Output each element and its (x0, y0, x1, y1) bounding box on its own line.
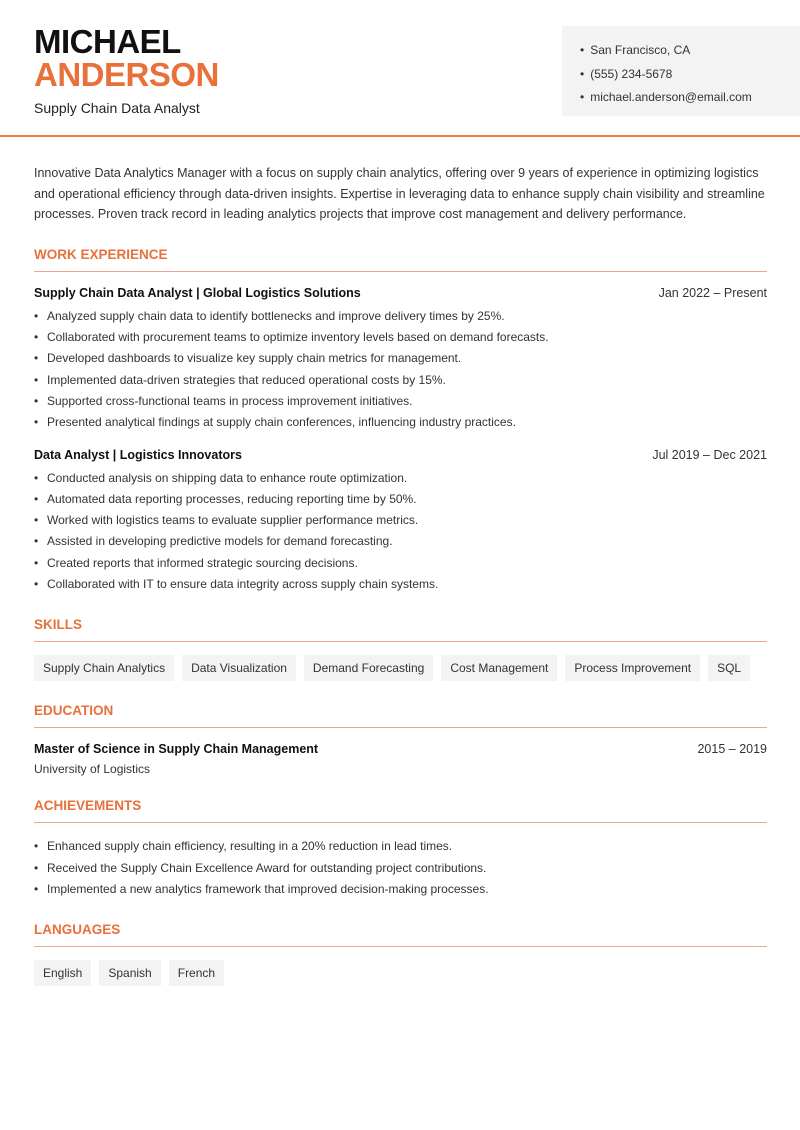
achievements-heading: ACHIEVEMENTS (34, 798, 767, 823)
degree: Master of Science in Supply Chain Management (34, 742, 319, 757)
achievement-item: • Implemented a new analytics framework that improved decision-making processes. (34, 879, 767, 900)
education-row (34, 742, 767, 756)
bullet-item: • Created reports that informed strategic sourcing decisions. (34, 553, 767, 574)
achievements-list (34, 836, 767, 900)
job-title: Supply Chain Data Analyst | Global Logistics Solutions (34, 285, 361, 300)
job-header (34, 448, 767, 462)
first-name: MICHAEL (34, 23, 181, 60)
bullet-item: • Developed dashboards to visualize key supply chain metrics for management. (34, 348, 767, 369)
last-name: ANDERSON (34, 56, 219, 93)
achievement-item: • Received the Supply Chain Excellence Award for outstanding project contributions. (34, 858, 767, 879)
work-list (34, 286, 767, 596)
job-bullets (34, 306, 767, 434)
job-bullets (34, 468, 767, 596)
work-heading: WORK EXPERIENCE (34, 247, 767, 272)
languages-list (34, 960, 767, 986)
contact-email: • michael.anderson@email.com (580, 86, 800, 110)
summary: Innovative Data Analytics Manager with a focus on supply chain analytics, offering over 9 years of experience in optimizing logistics and operational efficiency through data-driven insights. Expertise in leveraging data to enhance supply chain visibility and streamline processes. Proven track record in leading analytics projects that improve cost management and delivery performance. (34, 166, 765, 222)
language-tag: English (34, 960, 91, 986)
language-tag: French (169, 960, 224, 986)
resume-body (34, 163, 767, 986)
skills-heading: SKILLS (34, 617, 767, 642)
skill-tag: Demand Forecasting (304, 655, 433, 681)
skill-tag: Data Visualization (182, 655, 296, 681)
bullet-item: • Presented analytical findings at supply chain conferences, influencing industry practices. (34, 412, 767, 433)
bullet-item: • Implemented data-driven strategies that reduced operational costs by 15%. (34, 370, 767, 391)
skill-tag: Cost Management (441, 655, 557, 681)
job-dates: Jan 2022 – Present (658, 285, 767, 300)
bullet-item: • Analyzed supply chain data to identify bottlenecks and improve delivery times by 25%. (34, 306, 767, 327)
bullet-item: • Collaborated with procurement teams to optimize inventory levels based on demand forecasts. (34, 327, 767, 348)
job-title: Supply Chain Data Analyst (34, 100, 200, 116)
job-title: Data Analyst | Logistics Innovators (34, 447, 242, 462)
job-dates: Jul 2019 – Dec 2021 (652, 447, 767, 462)
job-header (34, 286, 767, 300)
bullet-item: • Supported cross-functional teams in process improvement initiatives. (34, 391, 767, 412)
bullet-item: • Automated data reporting processes, reducing reporting time by 50%. (34, 489, 767, 510)
education-dates: 2015 – 2019 (697, 742, 767, 757)
achievement-item: • Enhanced supply chain efficiency, resulting in a 20% reduction in lead times. (34, 836, 767, 857)
language-tag: Spanish (99, 960, 160, 986)
skill-tag: Process Improvement (565, 655, 700, 681)
contact-box (562, 26, 800, 116)
school: University of Logistics (34, 762, 151, 777)
bullet-item: • Conducted analysis on shipping data to enhance route optimization. (34, 468, 767, 489)
bullet-item: • Worked with logistics teams to evaluate supplier performance metrics. (34, 510, 767, 531)
skill-tag: Supply Chain Analytics (34, 655, 174, 681)
header-divider (0, 135, 800, 137)
skills-list (34, 655, 767, 681)
skill-tag: SQL (708, 655, 750, 681)
bullet-item: • Collaborated with IT to ensure data integrity across supply chain systems. (34, 574, 767, 595)
languages-heading: LANGUAGES (34, 922, 767, 947)
contact-location: • San Francisco, CA (580, 39, 800, 63)
bullet-item: • Assisted in developing predictive models for demand forecasting. (34, 531, 767, 552)
contact-phone: • (555) 234-5678 (580, 63, 800, 87)
education-heading: EDUCATION (34, 703, 767, 728)
